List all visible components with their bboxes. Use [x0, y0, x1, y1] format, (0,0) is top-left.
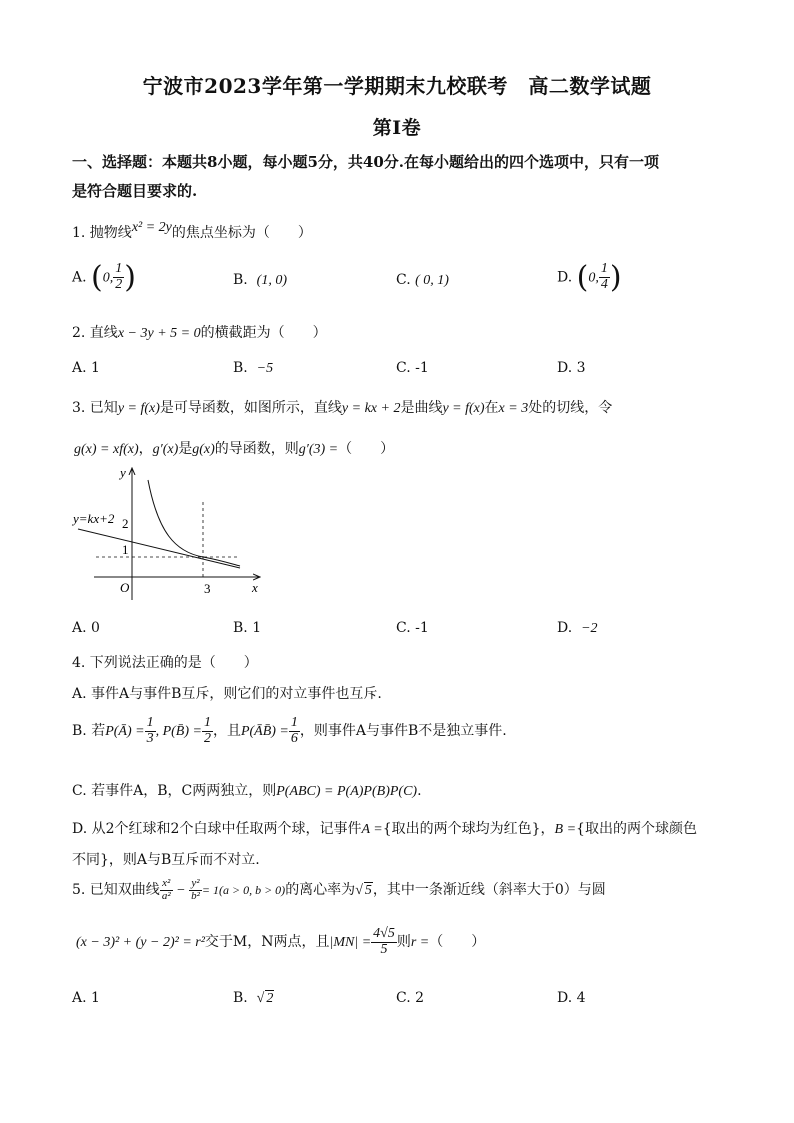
question-5-line2	[76, 927, 485, 957]
q3-text: 的导函数，则	[214, 441, 299, 457]
q5-text: 则	[396, 934, 411, 951]
tangent-line	[78, 529, 240, 568]
q2-prefix: 2. 直线	[72, 325, 118, 341]
q4-text: {取出的两个球颜色	[576, 821, 697, 837]
q4-text: D. 从2个红球和2个白球中任取两个球，记事件	[72, 821, 362, 837]
q3-text: 在	[484, 400, 499, 416]
question-2-stem	[72, 322, 327, 342]
q2-option-d: D. 3	[557, 360, 586, 376]
q4-math: P(Ā) =	[105, 724, 145, 740]
numerator: 1	[600, 261, 608, 277]
q3-math: y = f(x)	[442, 401, 485, 416]
fraction	[202, 716, 213, 746]
q5-option-d: D. 4	[557, 990, 586, 1006]
denominator: 3	[146, 730, 154, 746]
q5-math: (x − 3)² + (y − 2)² = r²	[76, 935, 205, 951]
q4-text: .	[417, 783, 422, 799]
q4-text: ，则事件A与事件B不是独立事件.	[299, 723, 507, 740]
q2-option-c: C. -1	[396, 360, 429, 376]
question-4-stem: 4. 下列说法正确的是（ ）	[72, 655, 258, 671]
fraction	[371, 927, 397, 957]
numerator: 1	[290, 715, 298, 730]
q3-text: 是可导函数，如图所示，直线	[159, 400, 342, 416]
curve-fx	[148, 480, 240, 566]
numerator: 1	[146, 715, 154, 730]
denominator: b²	[191, 889, 200, 902]
option-label: C.	[396, 272, 411, 288]
x-tick-3: 3	[204, 581, 211, 596]
q1-suffix: 的焦点坐标为（ ）	[171, 225, 312, 241]
option-math: 2	[266, 991, 274, 1006]
option-label: B.	[233, 990, 248, 1006]
q3-text: （ ）	[338, 441, 395, 457]
fraction	[113, 262, 124, 292]
q3-math: g′(3) =	[298, 442, 339, 457]
q4-text: B. 若	[72, 723, 106, 740]
section-heading-line1: 一、选择题：本题共8小题，每小题5分，共40分.在每小题给出的四个选项中，只有一项	[72, 153, 659, 171]
q5-text: （ ）	[429, 934, 486, 951]
fraction	[160, 878, 173, 902]
y-axis-label: y	[120, 465, 126, 480]
q4-option-a: A. 事件A与事件B互斥，则它们的对立事件也互斥.	[72, 686, 382, 702]
q4-option-d-line2: 不同}，则A与B互斥而不对立.	[72, 852, 260, 868]
q1-math: x² = 2y	[131, 220, 172, 235]
q2-option-b	[233, 360, 273, 377]
q3-math: g(x)	[192, 442, 215, 457]
q5-math: r =	[410, 935, 430, 951]
fraction	[599, 262, 610, 292]
line-label: y=kx+2	[73, 511, 115, 526]
option-label: B.	[233, 360, 248, 376]
q3-option-c: C. -1	[396, 620, 429, 636]
q2-option-a: A. 1	[72, 360, 100, 376]
question-1-stem	[72, 222, 312, 242]
q3-option-a: A. 0	[72, 620, 100, 636]
q3-math: y = kx + 2	[341, 401, 401, 416]
q5-option-b: B. √ 2	[233, 990, 274, 1006]
option-label: B.	[233, 272, 248, 288]
fraction	[189, 878, 202, 902]
q4-math: , P(B̄) =	[155, 724, 202, 740]
q3-figure	[70, 462, 270, 602]
q3-text: ，	[138, 441, 153, 457]
q5-math: |MN| =	[329, 935, 372, 951]
q4-option-b	[72, 716, 507, 746]
q5-option-c: C. 2	[396, 990, 425, 1006]
origin-label: O	[120, 580, 130, 595]
numerator: 4√5	[373, 926, 395, 941]
q5-text: 交于M，N两点，且	[204, 934, 330, 951]
q3-option-b: B. 1	[233, 620, 262, 636]
q3-math: x = 3	[498, 401, 529, 416]
numerator: 1	[203, 715, 211, 730]
denominator: 2	[115, 277, 123, 292]
fraction	[145, 716, 156, 746]
q5-math: 5	[364, 883, 372, 899]
q4-math: P(ABC) = P(A)P(B)P(C)	[276, 784, 418, 799]
q5-option-a: A. 1	[72, 990, 100, 1006]
fraction	[289, 716, 300, 746]
option-math: −5	[256, 361, 274, 376]
q3-text: 是	[178, 441, 193, 457]
numerator: y²	[189, 878, 202, 891]
q3-math: g(x) = xf(x)	[74, 442, 139, 457]
denominator: 4	[600, 277, 608, 292]
option-label: D.	[557, 620, 573, 636]
q3-text: 是曲线	[400, 400, 443, 416]
q4-option-c	[72, 780, 422, 800]
q4-text: ，且	[212, 723, 241, 740]
question-5-line1: 5. 已知双曲线 $\frac{\text{x²}}{\text{a²}}$ − $\frac{\text{y²}}{\text{b²}}$ = 1(a > 0, b > 0)的离心率为√ 5，其中一条渐近线（斜率大于0）与圆	[72, 877, 606, 902]
y-tick-1: 1	[122, 542, 129, 557]
option-label: A.	[72, 269, 87, 286]
q5-text: 5. 已知双曲线	[72, 882, 160, 899]
q2-math: x − 3y + 5 = 0	[117, 326, 201, 341]
q3-text: 3. 已知	[72, 400, 118, 416]
denominator: 5	[380, 941, 388, 957]
q1-option-d: D. (0, $\frac{1}{4}$ )	[557, 260, 622, 295]
q4-math: A =	[361, 822, 383, 837]
q5-text: ，其中一条渐近线（斜率大于0）与圆	[372, 882, 606, 899]
option-math: −2	[581, 621, 598, 636]
q5-text: 的离心率为	[285, 882, 356, 899]
q1-option-c	[396, 272, 449, 289]
option-label: D.	[557, 269, 573, 286]
q1-prefix: 1. 抛物线	[72, 225, 132, 241]
y-tick-2: 2	[122, 516, 129, 531]
section-heading-line2: 是符合题目要求的.	[72, 182, 198, 200]
option-math: (1, 0)	[256, 273, 287, 288]
numerator: x²	[160, 878, 173, 891]
question-3-line1	[72, 397, 612, 417]
q4-math: P(ĀB̄) =	[240, 724, 289, 740]
q1-option-b	[233, 272, 287, 289]
q4-option-d-line1	[72, 818, 697, 838]
question-3-line2	[74, 438, 394, 458]
q4-text: {取出的两个球均为红色}，	[382, 821, 555, 837]
q3-math: g′(x)	[152, 442, 179, 457]
x-axis-label: x	[252, 580, 258, 595]
denominator: 2	[203, 730, 211, 746]
q5-math: = 1(a > 0, b > 0)	[201, 883, 286, 898]
q3-text: 处的切线，令	[528, 400, 613, 416]
denominator: 6	[290, 730, 298, 746]
volume-heading: 第I卷	[372, 117, 422, 139]
q3-option-d	[557, 620, 598, 637]
q4-math: B =	[554, 822, 577, 837]
q1-option-a: A. (0, $\frac{1}{2}$ )	[72, 260, 136, 295]
option-math: 0,	[102, 270, 114, 286]
option-math: 0,	[588, 270, 599, 286]
page-title: 宁波市2023学年第一学期期末九校联考 高二数学试题	[142, 74, 652, 98]
numerator: 1	[115, 261, 123, 277]
option-math: ( 0, 1)	[415, 273, 449, 288]
q2-suffix: 的横截距为（ ）	[200, 325, 327, 341]
q4-text: C. 若事件A，B，C两两独立，则	[72, 783, 277, 799]
q3-math: y = f(x)	[117, 401, 160, 416]
denominator: a²	[161, 889, 171, 902]
